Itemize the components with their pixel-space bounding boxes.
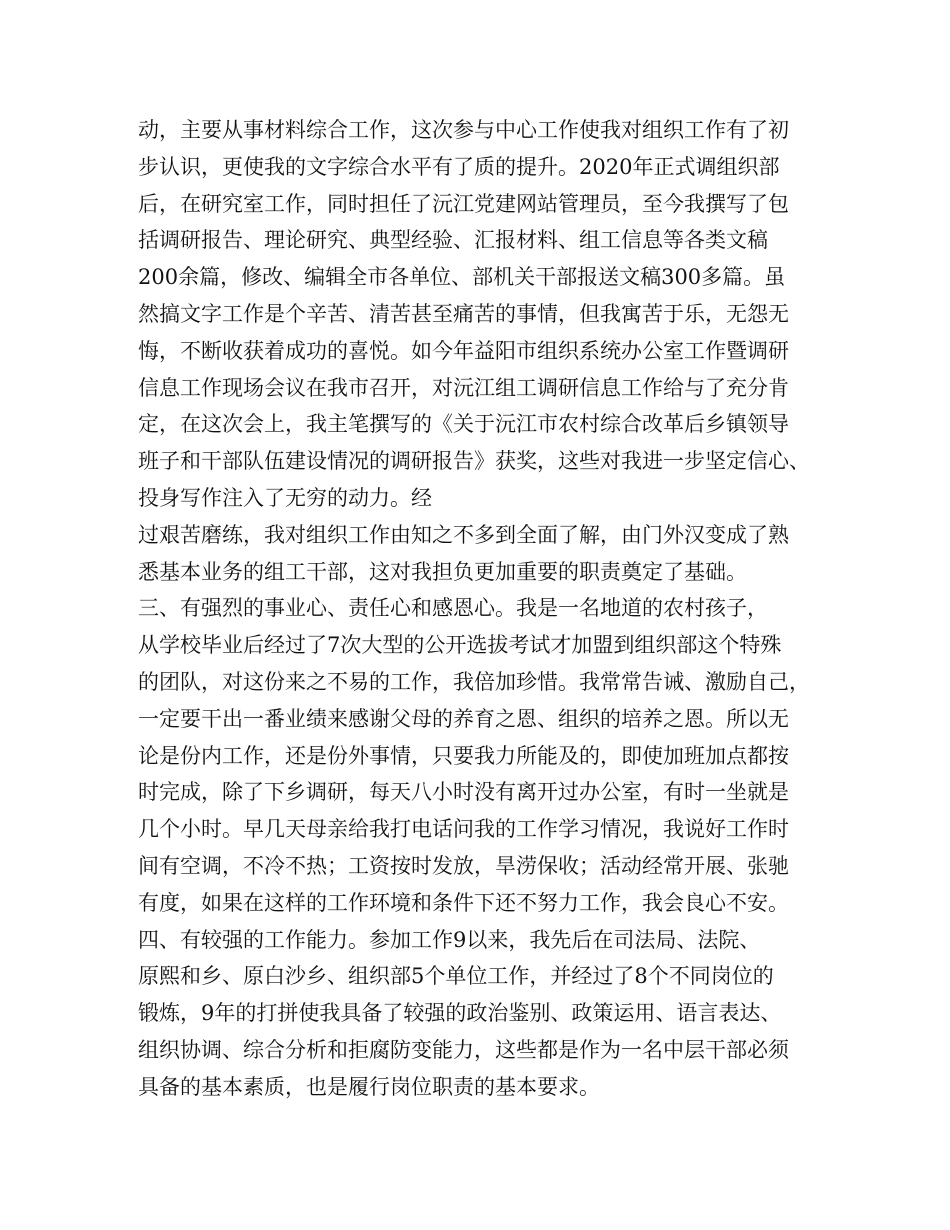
text-line: 从学校毕业后经过了7次大型的公开选拔考试才加盟到组织部这个特殊 bbox=[138, 633, 782, 658]
text-line: 论是份内工作，还是份外事情，只要我力所能及的，即使加班加点都按 bbox=[138, 743, 789, 768]
text-line: 过艰苦磨练，我对组织工作由知之不多到全面了解，由门外汉变成了熟 bbox=[138, 522, 789, 547]
text-line: 一定要干出一番业绩来感谢父母的养育之恩、组织的培养之恩。所以无 bbox=[138, 706, 789, 731]
text-line: 的团队，对这份来之不易的工作，我倍加珍惜。我常常告诫、激励自己， bbox=[138, 669, 810, 694]
text-line: 具备的基本素质，也是履行岗位职责的基本要求。 bbox=[138, 1074, 600, 1099]
text-line: 原熙和乡、原白沙乡、组织部5个单位工作，并经过了8个不同岗位的 bbox=[138, 964, 774, 989]
text-line: 悉基本业务的组工干部，这对我担负更加重要的职责奠定了基础。 bbox=[138, 559, 747, 584]
text-line: 间有空调，不冷不热；工资按时发放，旱涝保收；活动经常开展、张驰 bbox=[138, 853, 789, 878]
text-line: 步认识，更使我的文字综合水平有了质的提升。2020年正式调组织部 bbox=[138, 154, 780, 179]
text-line: 时完成，除了下乡调研，每天八小时没有离开过办公室，有时一坐就是 bbox=[138, 780, 789, 805]
text-line: 动，主要从事材料综合工作，这次参与中心工作使我对组织工作有了初 bbox=[138, 118, 789, 142]
section-heading-line: 四、有较强的工作能力。参加工作9以来，我先后在司法局、法院、 bbox=[138, 927, 761, 952]
text-line: 然搞文字工作是个辛苦、清苦甚至痛苦的事情，但我寓苦于乐，无怨无 bbox=[138, 301, 789, 326]
text-line: 锻炼，9年的打拼使我具备了较强的政治鉴别、政策运用、语言表达、 bbox=[138, 1001, 782, 1026]
text-line: 后，在研究室工作，同时担任了沅江党建网站管理员，至今我撰写了包 bbox=[138, 191, 789, 216]
text-line: 有度，如果在这样的工作环境和条件下还不努力工作，我会良心不安。 bbox=[138, 890, 789, 915]
text-line: 班子和干部队伍建设情况的调研报告》获奖，这些对我进一步坚定信心、 bbox=[138, 449, 810, 474]
text-line: 组织协调、综合分析和拒腐防变能力，这些都是作为一名中层干部必须 bbox=[138, 1037, 789, 1062]
text-line: 200余篇，修改、编辑全市各单位、部机关干部报送文稿300多篇。虽 bbox=[138, 265, 786, 290]
text-line: 括调研报告、理论研究、典型经验、汇报材料、组工信息等各类文稿 bbox=[138, 228, 768, 253]
text-line: 几个小时。早几天母亲给我打电话问我的工作学习情况，我说好工作时 bbox=[138, 817, 789, 842]
text-line: 定，在这次会上，我主笔撰写的《关于沅江市农村综合改革后乡镇领导 bbox=[138, 412, 789, 437]
text-line: 投身写作注入了无穷的动力。经 bbox=[138, 485, 432, 510]
section-heading-line: 三、有强烈的事业心、责任心和感恩心。我是一名地道的农村孩子， bbox=[138, 596, 768, 621]
text-line: 悔，不断收获着成功的喜悦。如今年益阳市组织系统办公室工作暨调研 bbox=[138, 338, 789, 363]
text-line: 信息工作现场会议在我市召开，对沅江组工调研信息工作给与了充分肯 bbox=[138, 375, 789, 400]
body-text bbox=[138, 112, 838, 1106]
